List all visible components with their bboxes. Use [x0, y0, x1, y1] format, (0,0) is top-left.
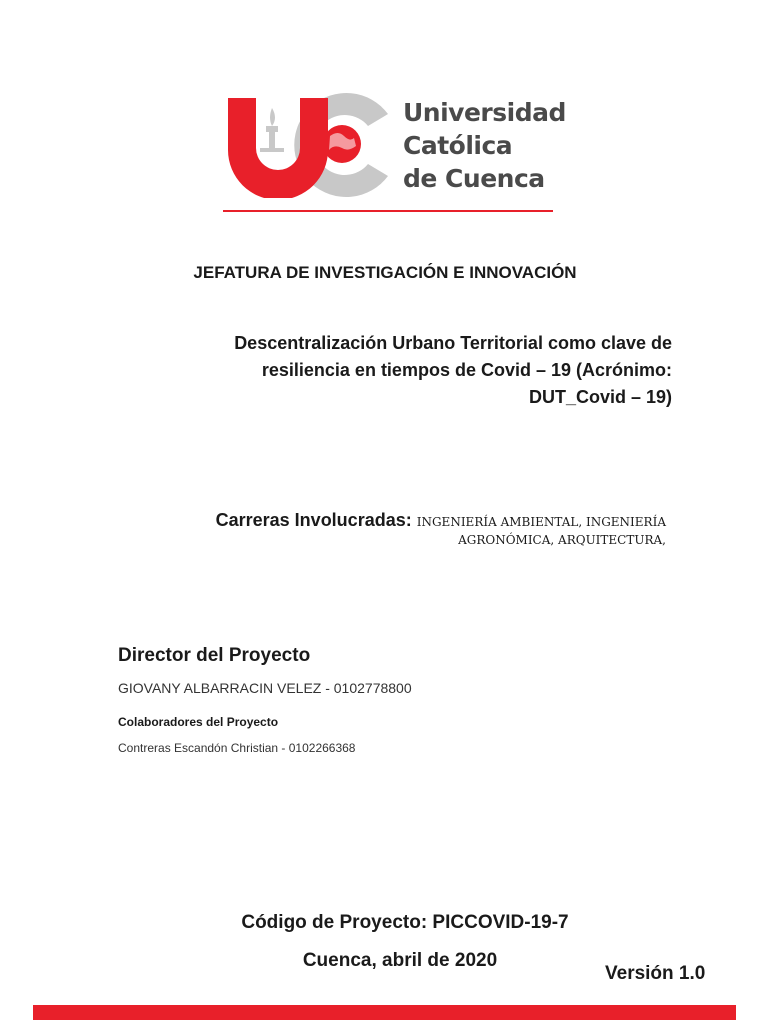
- footer-bar: [33, 1005, 736, 1020]
- director-name: GIOVANY ALBARRACIN VELEZ - 0102778800: [118, 680, 412, 696]
- colaboradores-name: Contreras Escandón Christian - 0102266368: [118, 741, 356, 755]
- university-name: [403, 96, 566, 195]
- carreras-value-2: AGRONÓMICA, ARQUITECTURA,: [458, 533, 666, 547]
- project-title: [160, 330, 672, 411]
- university-logo: [222, 92, 394, 198]
- title-line-1: Descentralización Urbano Territorial como clave de: [234, 333, 672, 353]
- project-date: Cuenca, abril de 2020: [302, 950, 498, 971]
- carreras-value-1: INGENIERÍA AMBIENTAL, INGENIERÍA: [416, 515, 666, 529]
- logo-line-1: Universidad: [403, 98, 566, 127]
- version-label: Versión 1.0: [605, 963, 706, 984]
- colaboradores-heading: Colaboradores del Proyecto: [118, 715, 279, 729]
- title-line-2: resiliencia en tiempos de Covid – 19 (Acrónimo:: [261, 360, 672, 380]
- torch-icon: [260, 108, 284, 152]
- department-heading: JEFATURA DE INVESTIGACIÓN E INNOVACIÓN: [193, 263, 577, 282]
- project-code: Código de Proyecto: PICCOVID-19-7: [241, 912, 569, 933]
- director-heading: Director del Proyecto: [118, 645, 311, 666]
- header-divider: [223, 210, 553, 212]
- carreras-line: [150, 508, 666, 534]
- logo-line-3: de Cuenca: [403, 164, 545, 193]
- carreras-label: Carreras Involucradas:: [215, 510, 412, 530]
- logo-line-2: Católica: [403, 131, 513, 160]
- title-line-3: DUT_Covid – 19): [528, 387, 672, 407]
